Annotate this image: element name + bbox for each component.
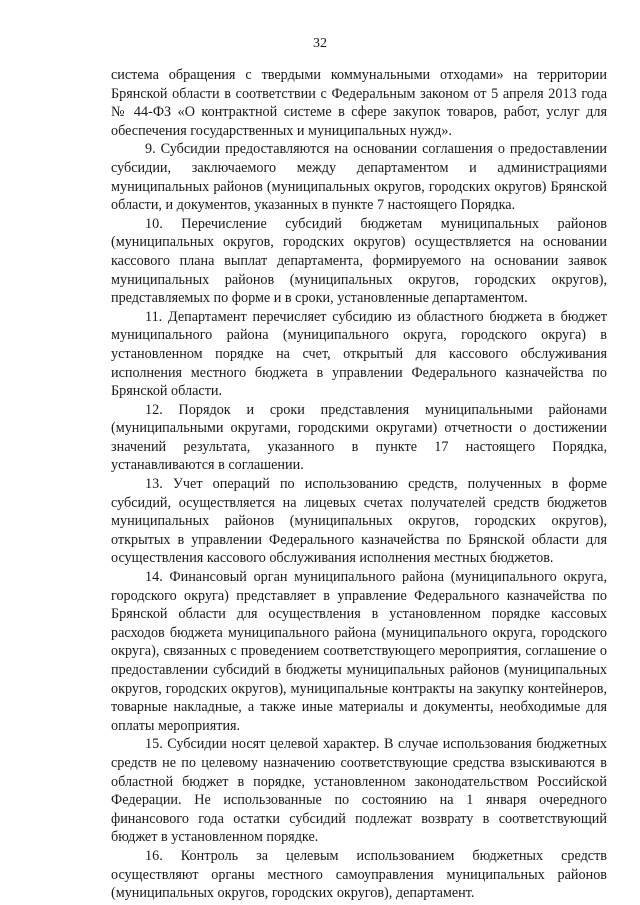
paragraph-16: 16. Контроль за целевым использованием бюджетных средств осуществляют органы местного самоуправления муниципальных районов (муниципальных округов, городских округов), департамент. xyxy=(111,847,607,902)
paragraph-10: 10. Перечисление субсидий бюджетам муниципальных районов (муниципальных округов, городских округов) осуществляется на основании кассового плана выплат департамента, формируемого на основании заявок муниципальных районов (муниципальных округов, городских округов), представляемых по форме и в сроки, установленные департаментом. xyxy=(111,215,607,307)
paragraph-13: 13. Учет операций по использованию средств, полученных в форме субсидий, осуществляется на лицевых счетах получателей средств бюджетов муниципальных районов (муниципальных округов, городских округов), открытых в управлении Федерального казначейства по Брянской области для осуществления кассового обслуживания исполнения местных бюджетов. xyxy=(111,476,607,567)
paragraph-14: 14. Финансовый орган муниципального района (муниципального округа, городского округа) представляет в управление Федерального казначейства по Брянской области для осуществления в установленном порядке кассовых расходов бюджета муниципального района (муниципального округа, городского округа), связанных с проведением соответствующего мероприятия, соглашение о предоставлении субсидий в бюджеты муниципальных районов (муниципальных округов, городских округов), муниципальные контракты на закупку контейнеров, товарные накладные, а также иные материалы и документы, необходимые для оплаты мероприятия. xyxy=(111,569,607,734)
page-number: 32 xyxy=(313,36,327,51)
paragraph-12: 12. Порядок и сроки представления муниципальными районами (муниципальными округами, городскими округами) отчетности о достижении значений результата, указанного в пункте 17 настоящего Порядка, устанавливаются в соглашении. xyxy=(111,401,607,474)
paragraph-continuation: система обращения с твердыми коммунальными отходами» на территории Брянской области в соответствии с Федеральным законом от 5 апреля 2013 года № 44-ФЗ «О контрактной системе в сфере закупок товаров, работ, услуг для обеспечения государственных и муниципальных нужд». xyxy=(111,67,607,139)
paragraph-15: 15. Субсидии носят целевой характер. В случае использования бюджетных средств не по целевому назначению соответствующие средства взыскиваются в областной бюджет в порядке, установленном законодательством Российской Федерации. Не использованные по состоянию на 1 января очередного финансового года остатки субсидий подлежат возврату в соответствующий бюджет в установленном порядке. xyxy=(111,736,607,846)
paragraph-11: 11. Департамент перечисляет субсидию из областного бюджета в бюджет муниципального района (муниципального округа, городского округа) в установленном порядке на счет, открытый для кассового обслуживания исполнения местного бюджета в управлении Федерального казначейства по Брянской области. xyxy=(111,308,607,400)
document-body xyxy=(111,66,607,903)
paragraph-9: 9. Субсидии предоставляются на основании соглашения о предоставлении субсидии, заключаемого между департаментом и администрациями муниципальных районов (муниципальных округов, городских округов) Брянской области, и документов, указанных в пункте 7 настоящего Порядка. xyxy=(111,141,607,214)
